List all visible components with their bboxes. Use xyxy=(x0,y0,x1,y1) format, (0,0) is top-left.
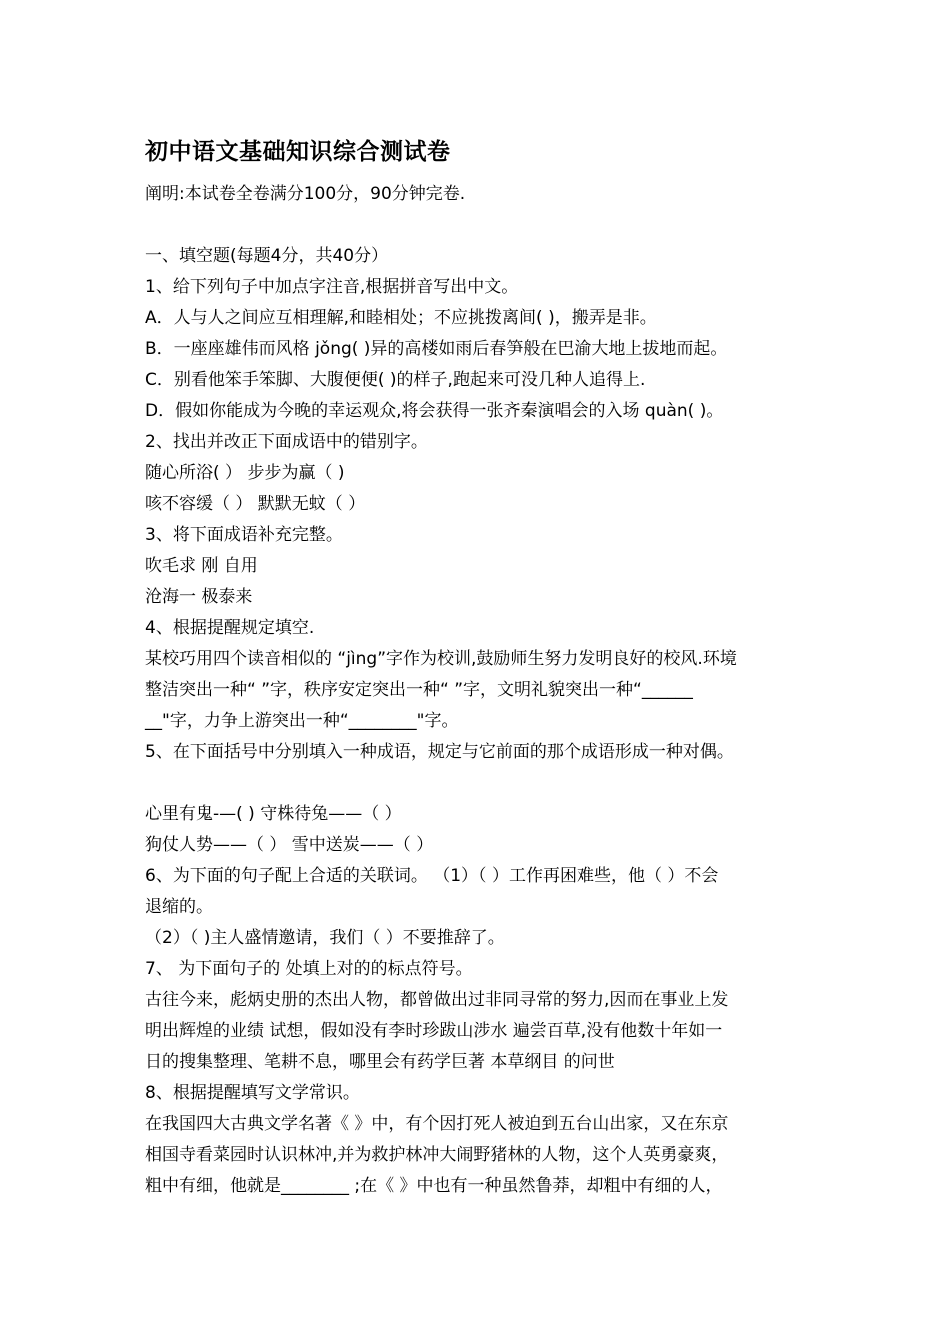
question-4: 4、根据提醒规定填空. xyxy=(145,618,315,638)
question-4-text: 某校巧用四个读音相似的 “jìng”字作为校训,鼓励师生努力发明良好的校风.环境 xyxy=(145,649,737,669)
question-7-text: 明出辉煌的业绩 试想，假如没有李时珍跋山涉水 遍尝百草,没有他数十年如一 xyxy=(145,1021,723,1041)
question-8-text: 相国寺看菜园时认识林冲,并为救护林冲大闹野猪林的人物，这个人英勇豪爽， xyxy=(145,1145,729,1165)
question-4-text: 整洁突出一种“ ”字，秩序安定突出一种“ ”字，文明礼貌突出一种“______ xyxy=(145,680,693,700)
question-5-item: 狗仗人势——（ ） 雪中送炭——（ ） xyxy=(145,835,434,855)
question-6-text: 退缩的。 xyxy=(145,897,213,917)
question-3: 3、将下面成语补充完整。 xyxy=(145,525,343,545)
question-1-option-a: A．人与人之间应互相理解,和睦相处；不应挑拨离间( )，搬弄是非。 xyxy=(145,308,657,328)
question-6: 6、为下面的句子配上合适的关联词。 （1）（ ）工作再困难些，他（ ）不会 xyxy=(145,866,719,886)
question-2-item: 随心所浴( ） 步步为赢（ ) xyxy=(145,463,345,483)
question-4-text: __"字，力争上游突出一种“________"字。 xyxy=(145,711,459,731)
question-1-option-b: B．一座座雄伟而风格 jǒng( )异的高楼如雨后春笋般在巴渝大地上拔地而起。 xyxy=(145,339,728,359)
question-3-item: 沧海一 极泰来 xyxy=(145,587,253,607)
question-8-text: 在我国四大古典文学名著《 》中，有个因打死人被迫到五台山出家，又在东京 xyxy=(145,1114,729,1134)
question-1-option-c: C．别看他笨手笨脚、大腹便便( )的样子,跑起来可没几种人追得上. xyxy=(145,370,646,390)
question-3-item: 吹毛求 刚 自用 xyxy=(145,556,258,576)
instructions-line: 阐明:本试卷全卷满分100分，90分钟完卷. xyxy=(145,184,466,204)
section-heading: 一、填空题(每题4分，共40分） xyxy=(145,246,389,266)
question-7-text: 日的搜集整理、笔耕不息，哪里会有药学巨著 本草纲目 的问世 xyxy=(145,1052,615,1072)
question-7: 7、 为下面句子的 处填上对的的标点符号。 xyxy=(145,959,473,979)
question-1: 1、给下列句子中加点字注音,根据拼音写出中文。 xyxy=(145,277,519,297)
question-7-text: 古往今来，彪炳史册的杰出人物，都曾做出过非同寻常的努力,因而在事业上发 xyxy=(145,990,729,1010)
question-8: 8、根据提醒填写文学常识。 xyxy=(145,1083,360,1103)
question-8-text: 粗中有细，他就是________ ;在《 》中也有一种虽然鲁莽，却粗中有细的人， xyxy=(145,1176,723,1196)
question-2: 2、找出并改正下面成语中的错别字。 xyxy=(145,432,428,452)
question-1-option-d: D．假如你能成为今晚的幸运观众,将会获得一张齐秦演唱会的入场 quàn( )。 xyxy=(145,401,724,421)
question-5: 5、在下面括号中分别填入一种成语，规定与它前面的那个成语形成一种对偶。 xyxy=(145,742,734,762)
page-title: 初中语文基础知识综合测试卷 xyxy=(145,139,451,165)
question-2-item: 咳不容缓（ ） 默默无蚊（ ） xyxy=(145,494,366,514)
question-5-item: 心里有鬼-—( ) 守株待兔——（ ） xyxy=(145,804,402,824)
question-6-item: （2）（ )主人盛情邀请，我们（ ）不要推辞了。 xyxy=(145,928,505,948)
